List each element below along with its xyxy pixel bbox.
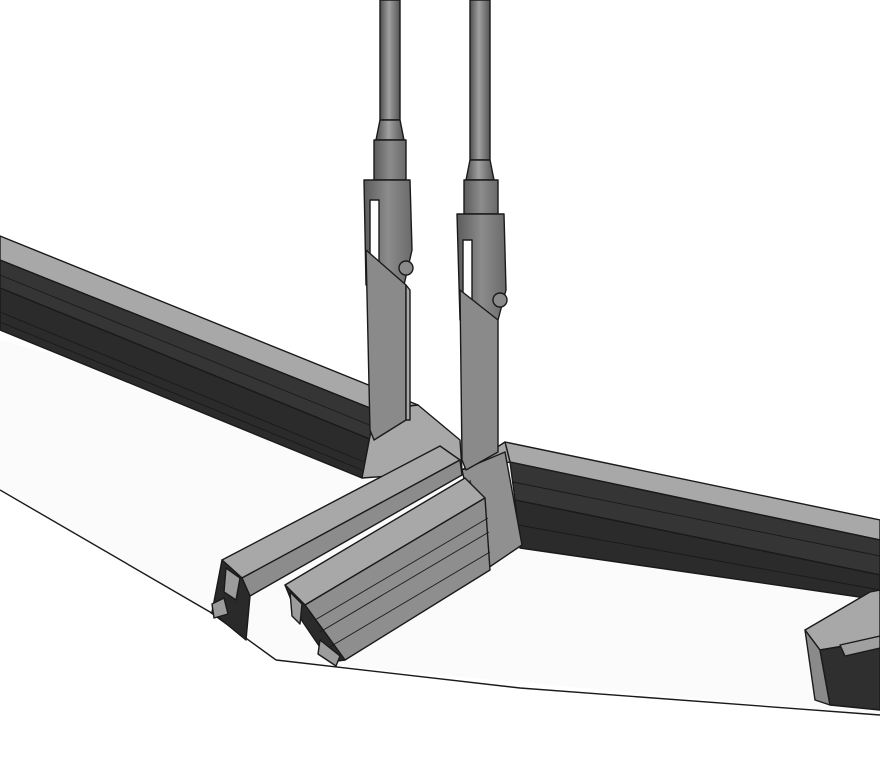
bolt-right (493, 293, 507, 307)
threaded-rod-right (470, 0, 490, 160)
threaded-rod-left (380, 0, 400, 120)
strap-right (460, 290, 498, 470)
bolt-left (399, 261, 413, 275)
